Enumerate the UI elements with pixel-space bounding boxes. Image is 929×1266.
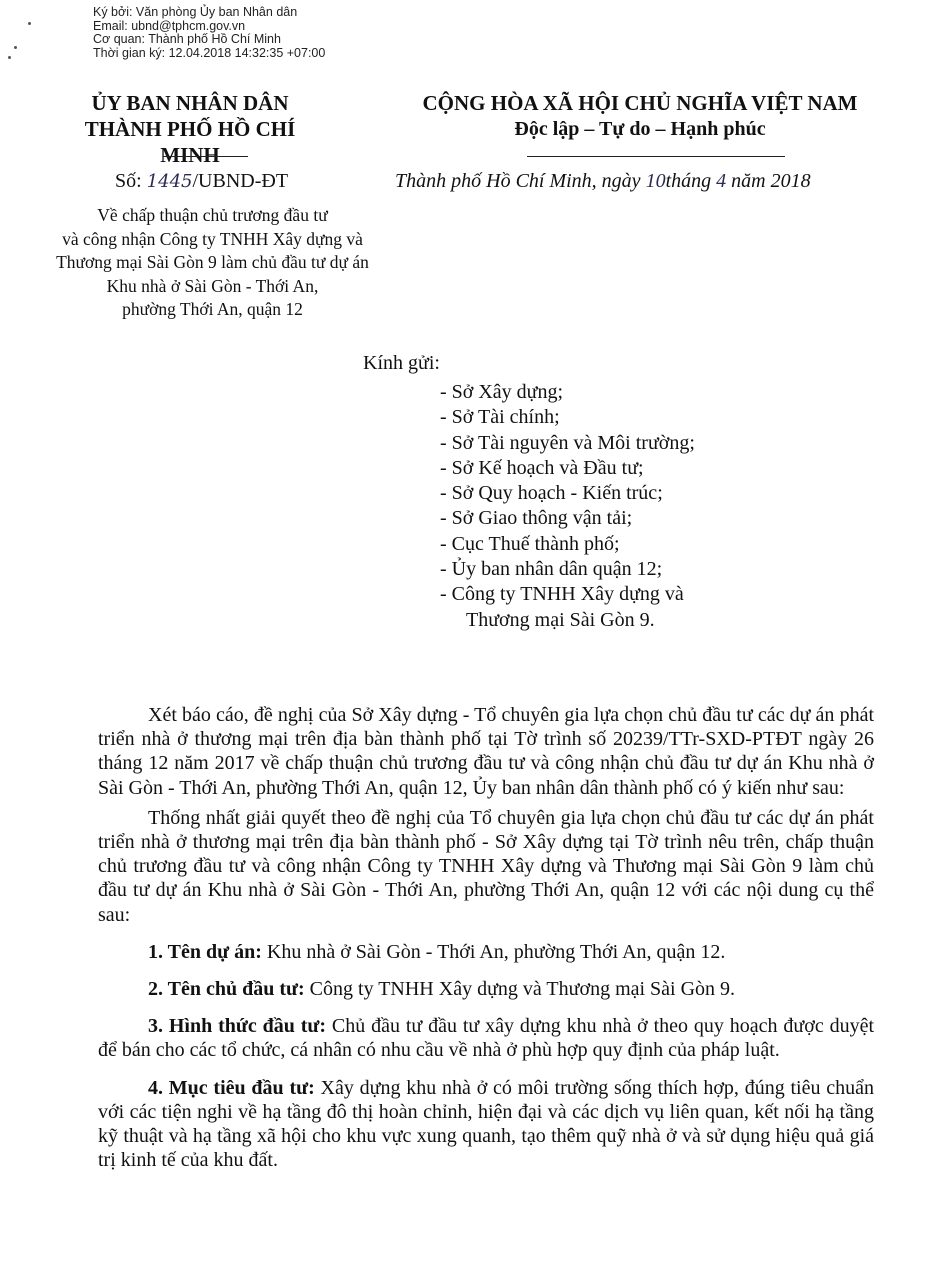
subject-line: phường Thới An, quận 12 [122,299,303,319]
item-label: 2. Tên chủ đầu tư: [148,978,305,1001]
item-label: 4. Mục tiêu đầu tư: [148,1076,315,1099]
recipients-list [440,380,695,633]
document-subject [40,204,385,322]
issuer-line-2: THÀNH PHỐ HỒ CHÍ MINH [84,117,296,167]
recipients-heading: Kính gửi: [363,352,440,374]
subject-line: Thương mại Sài Gòn 9 làm chủ đầu tư dự án [56,252,369,272]
recipient-item: - Sở Tài nguyên và Môi trường; [440,431,695,454]
year-label: năm 2018 [726,170,811,192]
item-text: Xây dựng khu nhà ở có môi trường sống thích hợp, đúng tiêu chuẩn với các tiện nghi về hạ tầng đô thị hoàn chỉnh, hiện đại và các dịch vụ liên quan, kết nối hạ tầng kỹ thuật và hạ tầng xã hội cho khu vực xung quanh, tạo thêm quỹ nhà ở và sử dụng hiệu quả giá trị kinh tế của khu đất. [98,1076,874,1172]
scan-speck [14,46,17,49]
place-and-date [395,170,811,193]
issuer-underline [163,156,248,157]
item-label: 3. Hình thức đầu tư: [148,1015,327,1038]
national-title: CỘNG HÒA XÃ HỘI CHỦ NGHĨA VIỆT NAM [422,91,858,115]
doc-number-handwritten: 1445 [146,171,193,192]
recipient-item: - Cục Thuế thành phố; [440,532,620,555]
item-investment-form [98,1014,874,1062]
subject-line: Khu nhà ở Sài Gòn - Thới An, [106,275,319,296]
item-investor [98,977,874,1001]
item-text: Công ty TNHH Xây dựng và Thương mại Sài Gòn 9. [304,978,736,1001]
motto-underline [527,156,785,157]
item-text: Chủ đầu tư đầu tư xây dựng khu nhà ở theo quy hoạch được duyệt để bán cho các tổ chức, cá nhân có nhu cầu về nhà ở phù hợp quy định của pháp luật. [98,1015,874,1062]
scan-speck [8,56,11,59]
document-number [115,170,288,193]
signer-agency: Cơ quan: Thành phố Hồ Chí Minh [93,32,281,47]
subject-line: và công nhận Công ty TNHH Xây dựng và [62,228,363,249]
body-paragraph-2: Thống nhất giải quyết theo đề nghị của Tổ chuyên gia lựa chọn chủ đầu tư các dự án phát triển nhà ở thương mại trên địa bàn thành phố - Sở Xây dựng tại Tờ trình nêu trên, chấp thuận chủ trương đầu tư và công nhận Công ty TNHH Xây dựng và Thương mại Sài Gòn 9 làm chủ đầu tư dự án Khu nhà ở Sài Gòn - Thới An, phường Thới An, quận 12 với các nội dung cụ thể sau: [98,806,874,926]
place-prefix: Thành phố Hồ Chí Minh, ngày [395,170,646,192]
item-text: Khu nhà ở Sài Gòn - Thới An, phường Thới An, quận 12. [261,940,726,963]
subject-line: Về chấp thuận chủ trương đầu tư [97,205,328,225]
document-body [98,703,874,1172]
item-investment-objective [98,1076,874,1173]
recipient-item: - Sở Tài chính; [440,406,560,429]
signer-email: Email: ubnd@tphcm.gov.vn [93,18,246,33]
recipient-item: - Sở Xây dựng; [440,381,564,403]
recipient-item: - Ủy ban nhân dân quận 12; [440,558,663,581]
recipient-item: - Sở Giao thông vận tải; [440,507,633,530]
item-label: 1. Tên dự án: [148,940,262,963]
signed-by: Ký bởi: Văn phòng Ủy ban Nhân dân [93,5,298,19]
digital-signature-block [93,6,325,60]
date-month: 4 [716,170,727,192]
date-day: 10 [645,170,666,192]
signed-time: Thời gian ký: 12.04.2018 14:32:35 +07:00 [93,45,326,60]
item-project-name [98,940,874,964]
recipient-item: - Công ty TNHH Xây dựng và [440,583,684,606]
recipient-item: - Sở Kế hoạch và Đầu tư; [440,456,644,479]
doc-number-suffix: /UBND-ĐT [192,170,289,192]
month-label: tháng [665,170,717,192]
recipient-item-continuation: Thương mại Sài Gòn 9. [466,608,655,631]
doc-number-prefix: Số: [115,170,147,192]
national-motto: Độc lập – Tự do – Hạnh phúc [514,118,766,140]
body-paragraph-1: Xét báo cáo, đề nghị của Sở Xây dựng - Tổ chuyên gia lựa chọn chủ đầu tư các dự án phát triển nhà ở thương mại trên địa bàn thành phố tại Tờ trình số 20239/TTr-SXD-PTĐT ngày 26 tháng 12 năm 2017 về chấp thuận chủ trương đầu tư và công nhận chủ đầu tư dự án Khu nhà ở Sài Gòn - Thới An, phường Thới An, quận 12, Ủy ban nhân dân thành phố có ý kiến như sau: [98,704,874,799]
recipient-item: - Sở Quy hoạch - Kiến trúc; [440,482,663,505]
scan-speck [28,22,31,25]
issuer-line-1: ỦY BAN NHÂN DÂN [91,91,289,115]
national-header [380,90,900,142]
